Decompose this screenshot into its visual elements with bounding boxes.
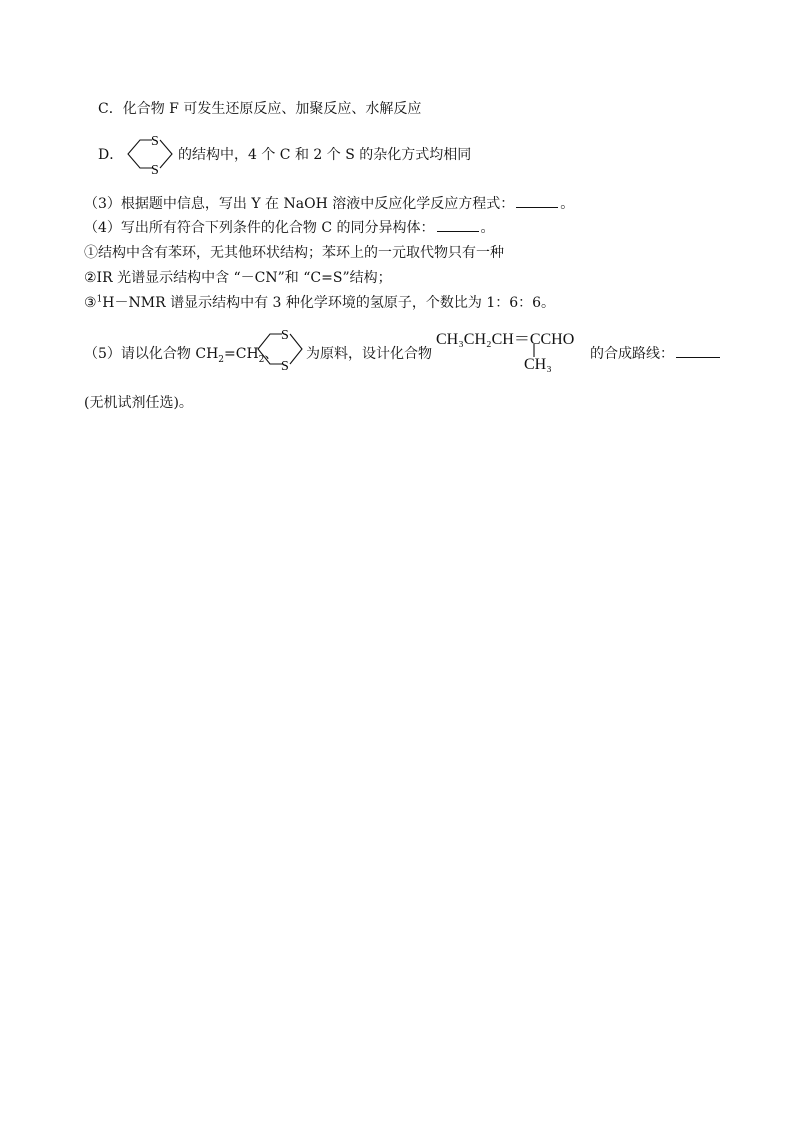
q5-text-c: 、 xyxy=(264,346,279,362)
question-5-start xyxy=(84,345,278,363)
question-4 xyxy=(84,219,495,237)
answer-blank[interactable] xyxy=(516,195,558,208)
target-compound-branch: CH₃ xyxy=(524,356,552,373)
question-3-text: （3）根据题中信息，写出 Y 在 NaOH 溶液中反应化学反应方程式： xyxy=(84,196,515,212)
condition-2: ②IR 光谱显示结构中含 “－CN”和 “C=S”结构； xyxy=(84,270,392,286)
question-4-text: （4）写出所有符合下列条件的化合物 C 的同分异构体： xyxy=(84,220,435,236)
ring-atom-s: S xyxy=(151,163,159,178)
q5-text-b: =CH xyxy=(224,346,259,362)
ring-atom-s: S xyxy=(281,328,289,343)
condition-3 xyxy=(84,294,555,312)
dithiane-ring-q5 xyxy=(252,322,308,378)
q5-sub1: 2 xyxy=(218,354,225,365)
condition-3-marker: ③ xyxy=(84,295,97,311)
dithiane-ring-d xyxy=(122,128,178,180)
ring-atom-s: S xyxy=(151,134,159,149)
question-5-end xyxy=(590,345,722,363)
answer-blank[interactable] xyxy=(437,219,479,232)
ring-atom-s: S xyxy=(281,359,289,374)
answer-blank[interactable] xyxy=(676,345,720,358)
question-3-end: 。 xyxy=(560,196,575,212)
option-d-label: D． xyxy=(98,147,124,163)
condition-3-text: H－NMR 谱显示结构中有 3 种化学环境的氢原子，个数比为 1：6：6。 xyxy=(102,295,556,311)
option-d-text: 的结构中，4 个 C 和 2 个 S 的杂化方式均相同 xyxy=(178,147,472,163)
q5-text-e: 的合成路线： xyxy=(590,346,674,362)
q5-text-a: （5）请以化合物 CH xyxy=(84,346,219,362)
q5-sub2: 2 xyxy=(258,354,265,365)
question-5-continuation: (无机试剂任选)。 xyxy=(84,395,193,411)
option-c: C．化合物 F 可发生还原反应、加聚反应、水解反应 xyxy=(98,101,422,117)
question-4-end: 。 xyxy=(480,220,495,236)
target-compound-formula: CH₃CH₂CH＝CCHO xyxy=(436,331,575,348)
q5-text-d: 为原料，设计化合物 xyxy=(306,346,432,362)
condition-1: ①结构中含有苯环，无其他环状结构；苯环上的一元取代物只有一种 xyxy=(84,245,504,261)
condition-3-superscript: 1 xyxy=(96,294,103,305)
question-3 xyxy=(84,195,574,213)
